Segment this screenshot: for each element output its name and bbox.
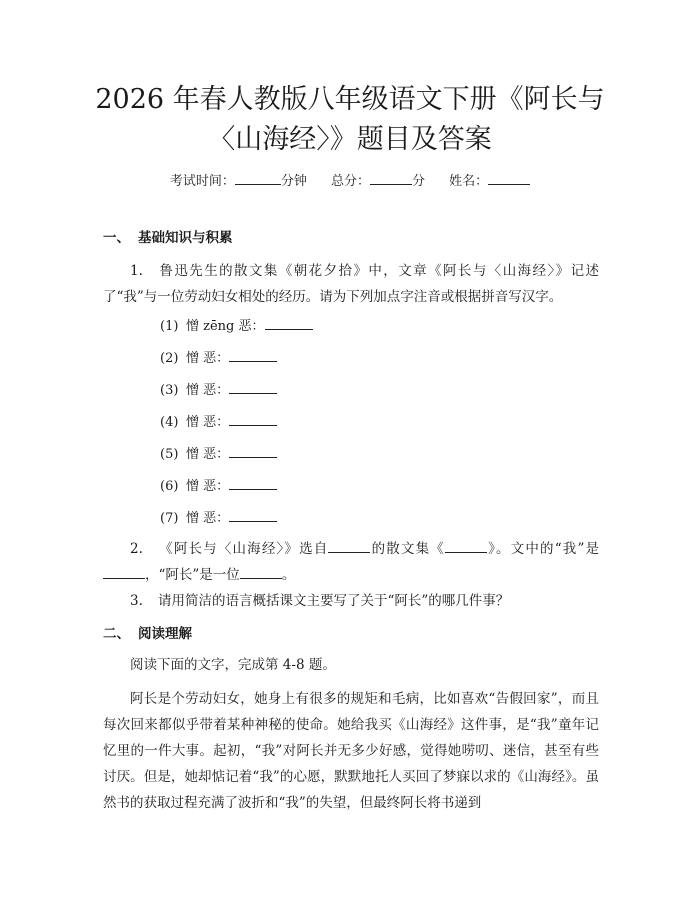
section-1-title: 基础知识与积累 (138, 230, 233, 246)
q1-item-1 (160, 315, 313, 336)
exam-time (170, 174, 307, 189)
section-1-number: 一、 (103, 230, 130, 246)
question-2-blank-2[interactable] (445, 538, 487, 553)
q1-item-7-text: 憎 恶： (186, 511, 230, 526)
section-1-heading (103, 228, 233, 248)
question-1-number: 1. (130, 263, 143, 279)
q1-item-2-text: 憎 恶： (186, 351, 230, 366)
q1-item-5-text: 憎 恶： (186, 447, 230, 462)
exam-score-blank[interactable] (370, 170, 412, 185)
q1-item-2 (160, 347, 277, 368)
question-2-part-3: 》。文中的“我”是 (486, 541, 600, 557)
exam-name (449, 174, 530, 189)
question-2-blank-3[interactable] (103, 564, 145, 579)
question-3 (103, 588, 599, 614)
q1-item-7-index: (7) (160, 511, 179, 526)
q1-item-3-blank[interactable] (229, 379, 277, 394)
q1-item-4-index: (4) (160, 415, 179, 430)
question-2-part-5: 。 (281, 567, 296, 583)
q1-item-5-index: (5) (160, 447, 179, 462)
q1-item-4-text: 憎 恶： (186, 415, 230, 430)
q1-item-6-blank[interactable] (229, 475, 277, 490)
q1-item-3 (160, 379, 277, 400)
question-2-blank-4[interactable] (240, 564, 282, 579)
question-3-number: 3. (130, 593, 143, 609)
q1-item-1-index: (1) (160, 319, 179, 334)
exam-time-blank[interactable] (235, 170, 281, 185)
q1-item-2-blank[interactable] (229, 347, 277, 362)
title-line-1: 2026 年春人教版八年级语文下册《阿长与 (95, 84, 605, 115)
q1-item-6-text: 憎 恶： (186, 479, 230, 494)
section-2-heading (103, 624, 192, 644)
question-2-part-1: 《阿长与〈山海经〉》选自 (158, 541, 329, 557)
q1-item-7-blank[interactable] (229, 507, 277, 522)
q1-item-2-index: (2) (160, 351, 179, 366)
reading-passage: 阿长是个劳动妇女，她身上有很多的规矩和毛病，比如喜欢“告假回家”，而且每次回来都似乎带着某种神秘的使命。她给我买《山海经》这件事，是“我”童年记忆里的一件大事。起初，“我”对阿长并无多少好感，觉得她唠叨、迷信，甚至有些讨厌。但是，她却惦记着“我”的心愿，默默地托人买回了梦寐以求的《山海经》。虽然书的获取过程充满了波折和“我”的失望，但最终阿长将书递到 (103, 691, 599, 811)
q1-item-7 (160, 507, 277, 528)
question-1-text: 鲁迅先生的散文集《朝花夕拾》中，文章《阿长与〈山海经〉》记述了“我”与一位劳动妇女相处的经历。请为下列加点字注音或根据拼音写汉字。 (103, 263, 599, 305)
exam-score-unit: 分 (412, 174, 426, 189)
exam-name-blank[interactable] (488, 170, 530, 185)
exam-score (331, 174, 425, 189)
exam-info (0, 170, 700, 191)
question-2-blank-1[interactable] (328, 538, 370, 553)
question-2-number: 2. (130, 541, 143, 557)
q1-item-1-blank[interactable] (265, 315, 313, 330)
q1-item-3-text: 憎 恶： (186, 383, 230, 398)
exam-time-label: 考试时间： (169, 174, 235, 189)
q1-item-1-text: 憎 zēng 恶： (186, 319, 265, 334)
q1-item-4-blank[interactable] (229, 411, 277, 426)
question-3-text: 请用简洁的语言概括课文主要写了关于“阿长”的哪几件事？ (158, 593, 510, 609)
q1-item-5-blank[interactable] (229, 443, 277, 458)
question-1 (103, 258, 599, 310)
exam-name-label: 姓名： (449, 174, 489, 189)
exam-score-label: 总分： (330, 174, 370, 189)
section-2-title: 阅读理解 (138, 626, 192, 642)
q1-item-6 (160, 475, 277, 496)
q1-item-6-index: (6) (160, 479, 179, 494)
q1-item-4 (160, 411, 277, 432)
section-2-number: 二、 (103, 626, 130, 642)
title-line-2: 〈山海经〉》题目及答案 (208, 124, 492, 155)
exam-time-unit: 分钟 (280, 174, 307, 189)
question-2-part-4: ，“阿长”是一位 (145, 567, 240, 583)
question-2-part-2: 的散文集《 (370, 541, 445, 557)
reading-intro: 阅读下面的文字，完成第 4-8 题。 (130, 657, 336, 673)
question-2 (103, 536, 599, 588)
q1-item-3-index: (3) (160, 383, 179, 398)
document-title (60, 80, 640, 160)
q1-item-5 (160, 443, 277, 464)
